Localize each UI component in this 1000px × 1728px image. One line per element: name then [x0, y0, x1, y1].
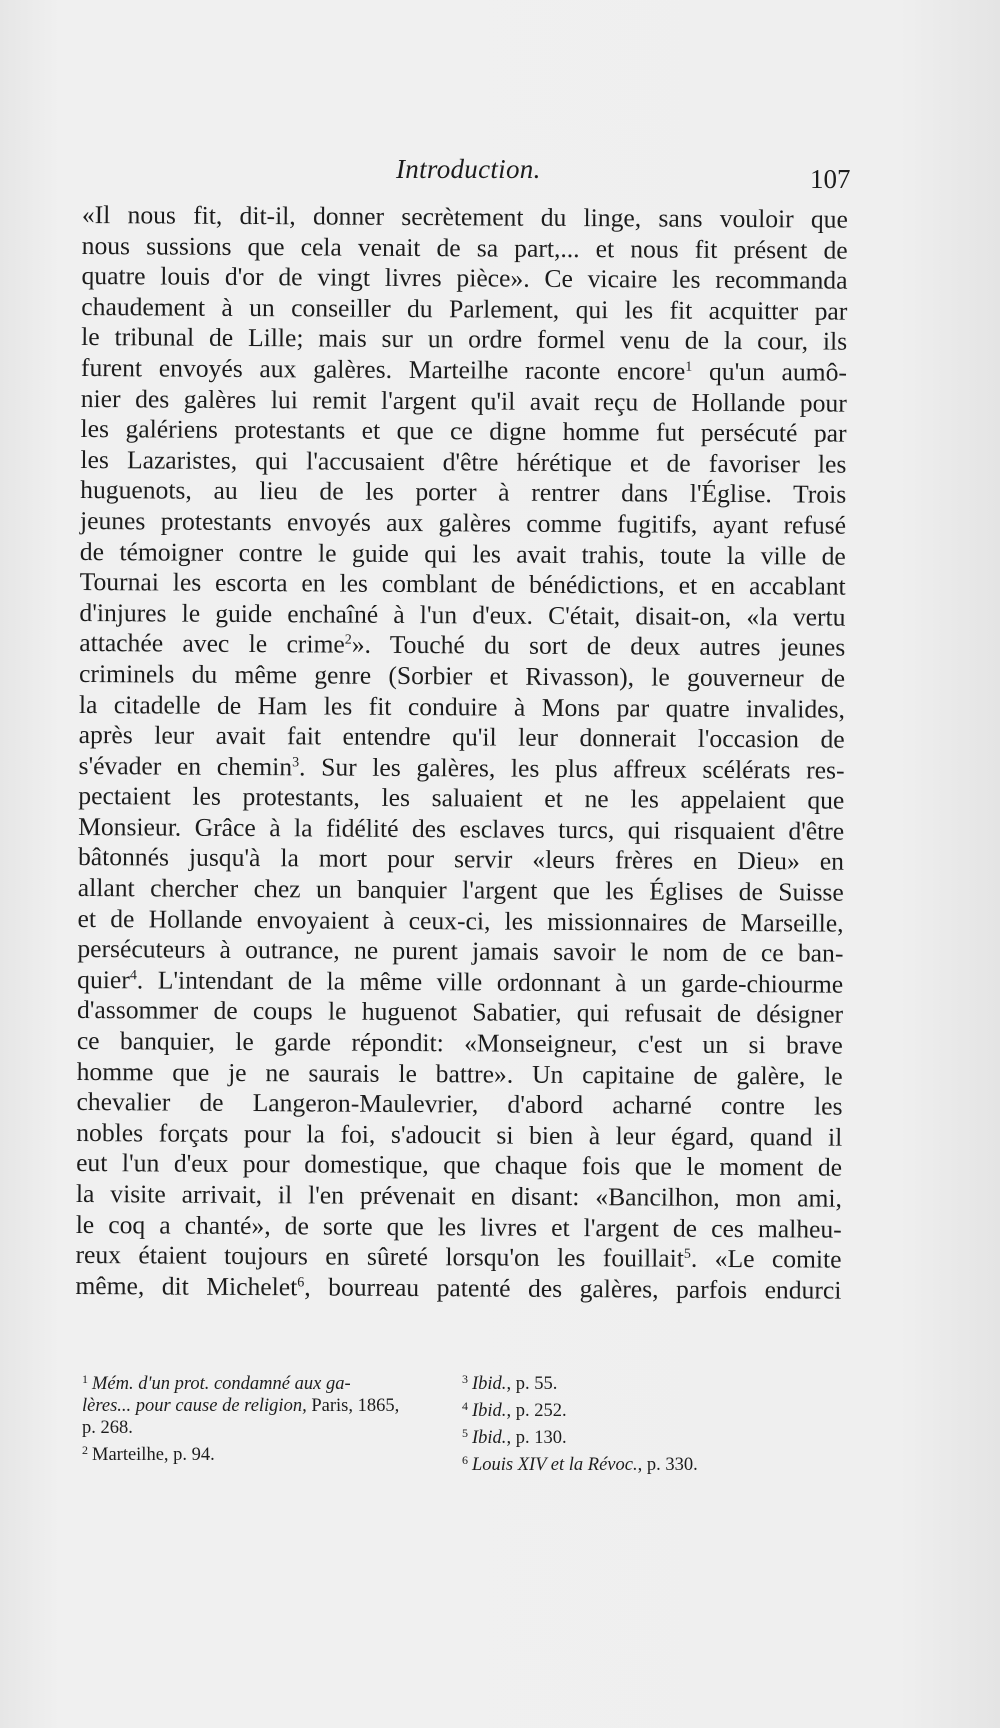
text-segment: quier: [77, 964, 130, 995]
footnote-title: Mém. d'un prot. condamné aux ga-: [92, 1374, 351, 1394]
footnote-number: 1: [82, 1372, 88, 1386]
text-line: le tribunal de Lille; mais sur un ordre formel venu de la cour, ils: [81, 322, 848, 357]
footnote-text: Marteilhe, p. 94.: [92, 1445, 215, 1465]
footnote-3: [462, 1368, 852, 1395]
footnote-title: Ibid.: [472, 1428, 507, 1448]
text-line: pectaient les protestants, les saluaient et ne les appelaient que: [78, 781, 845, 815]
text-line: les galériens protestants et que ce digne homme fut persécuté par: [80, 414, 847, 448]
text-line: Monsieur. Grâce à la fidélité des esclaves turcs, qui risquaient d'être: [78, 811, 845, 846]
footnote-title: Ibid.: [472, 1401, 507, 1421]
text-segment: reux étaient toujours en sûreté lorsqu'on les fouillait: [75, 1240, 684, 1273]
text-line: eut l'un d'eux pour domestique, que chaque fois que le moment de: [76, 1148, 843, 1183]
text-line-with-note: [77, 965, 843, 1000]
text-segment: . Sur les galères, les plus affreux scélérats res-: [299, 752, 845, 785]
text-line: après leur avait fait entendre qu'il leur donnerait l'occasion de: [78, 720, 845, 754]
text-line: homme que je ne saurais le battre». Un capitaine de galère, le: [76, 1056, 843, 1091]
text-line: la visite arrivait, il l'en prévenait en disant: «Bancilhon, mon ami,: [75, 1178, 843, 1213]
footnote-number: 3: [462, 1372, 468, 1386]
footnotes-left-column: [82, 1368, 442, 1466]
footnote-5: [462, 1422, 852, 1449]
text-segment: , bourreau patenté des galères, parfois endurci: [304, 1272, 842, 1305]
text-line: et de Hollande envoyaient à ceux-ci, les missionnaires de Marseille,: [77, 903, 844, 938]
text-line-with-note: [78, 751, 844, 786]
text-segment: . L'intendant de la même ville ordonnant à un garde-chiourme: [136, 965, 844, 999]
text-line: d'injures le guide enchaîné à l'un d'eux. C'était, disait-on, «la vertu: [79, 597, 846, 632]
text-line: la citadelle de Ham les fit conduire à Mons par quatre invalides,: [78, 689, 845, 724]
footnote-title: lères... pour cause de religion,: [82, 1396, 307, 1416]
footnote-number: 2: [82, 1443, 88, 1457]
text-segment: ». Touché du sort de deux autres jeunes: [351, 629, 846, 662]
text-line: ce banquier, le garde répondit: «Monseigneur, c'est un si brave: [76, 1026, 843, 1060]
text-line: nobles forçats pour la foi, s'adoucit si bien à leur égard, quand il: [76, 1117, 843, 1152]
text-line: «Il nous fit, dit-il, donner secrètement du linge, sans vouloir que: [81, 200, 848, 234]
text-line: chevalier de Langeron-Maulevrier, d'abord acharné contre les: [76, 1087, 843, 1121]
text-line: Tournai les escorta en les comblant de bénédictions, et en accablant: [79, 567, 846, 601]
text-line: huguenots, au lieu de les porter à rentrer dans l'Église. Trois: [80, 475, 847, 510]
text-segment: furent envoyés aux galères. Marteilhe raconte encore: [80, 352, 686, 386]
text-line-with-note: [79, 628, 845, 663]
footnote-text: , p. 55.: [506, 1374, 558, 1394]
footnote-4: [462, 1395, 852, 1422]
text-line: de témoigner contre le guide qui les avait trahis, toute la ville de: [79, 536, 846, 571]
footnote-text: Paris, 1865,: [306, 1396, 400, 1416]
text-line: nous sussions que cela venait de sa part,... et nous fit présent de: [81, 230, 848, 265]
text-segment: . «Le comite: [690, 1243, 842, 1274]
footnote-1-end: p. 268.: [82, 1418, 133, 1438]
text-line: nier des galères lui remit l'argent qu'il avait reçu de Hollande pour: [80, 383, 847, 418]
footnote-text: , p. 252.: [506, 1401, 567, 1421]
footnote-1-cont: [82, 1395, 442, 1417]
page-number: 107: [810, 164, 851, 194]
running-header: [0, 154, 1000, 194]
footnote-text: , p. 130.: [506, 1428, 567, 1448]
text-line-with-note: [75, 1240, 841, 1275]
text-segment: attachée avec le crime: [79, 628, 345, 659]
footnote-number: 6: [462, 1453, 468, 1467]
footnote-title: Ibid.: [472, 1374, 507, 1394]
footnote-ref: 5: [683, 1246, 691, 1262]
footnote-2: [82, 1439, 442, 1466]
text-line: quatre louis d'or de vingt livres pièce». Ce vicaire les recommanda: [81, 261, 848, 295]
text-line-with-note: [81, 353, 847, 388]
text-line-with-note: [75, 1271, 841, 1306]
text-segment: même, dit Michelet: [75, 1270, 298, 1302]
text-line: d'assommer de coups le huguenot Sabatier, qui refusait de désigner: [76, 995, 844, 1030]
footnote-ref: 2: [344, 632, 352, 648]
text-line: allant chercher chez un banquier l'argent que les Églises de Suisse: [77, 873, 844, 907]
footnote-text: , p. 330.: [637, 1455, 698, 1475]
footnotes-right-column: [462, 1368, 852, 1476]
footnote-ref: 4: [129, 968, 137, 984]
footnote-6: [462, 1449, 852, 1476]
text-segment: s'évader en chemin: [78, 750, 293, 781]
text-line: persécuteurs à outrance, ne purent jamais savoir le nom de ce ban-: [77, 934, 844, 968]
running-title: Introduction.: [396, 154, 541, 184]
footnote-ref: 1: [685, 359, 693, 375]
text-line: bâtonnés jusqu'à la mort pour servir «leurs frères en Dieu» en: [77, 842, 845, 877]
footnote-ref: 6: [297, 1275, 305, 1291]
text-line: criminels du même genre (Sorbier et Rivasson), le gouverneur de: [79, 658, 846, 693]
footnote-number: 4: [462, 1399, 468, 1413]
text-line: le coq a chanté», de sorte que les livres et l'argent de ces malheu-: [75, 1209, 842, 1244]
footnote-title: Louis XIV et la Révoc.: [472, 1455, 638, 1475]
text-segment: qu'un aumô-: [692, 356, 848, 387]
text-line: les Lazaristes, qui l'accusaient d'être hérétique et de favoriser les: [80, 444, 847, 479]
text-line: jeunes protestants envoyés aux galères comme fugitifs, ayant refusé: [79, 505, 847, 540]
footnote-1: [82, 1368, 442, 1395]
text-line: chaudement à un conseiller du Parlement, qui les fit acquitter par: [81, 291, 848, 326]
footnote-ref: 3: [292, 754, 300, 771]
body-text: [75, 200, 848, 1306]
footnote-number: 5: [462, 1426, 468, 1440]
